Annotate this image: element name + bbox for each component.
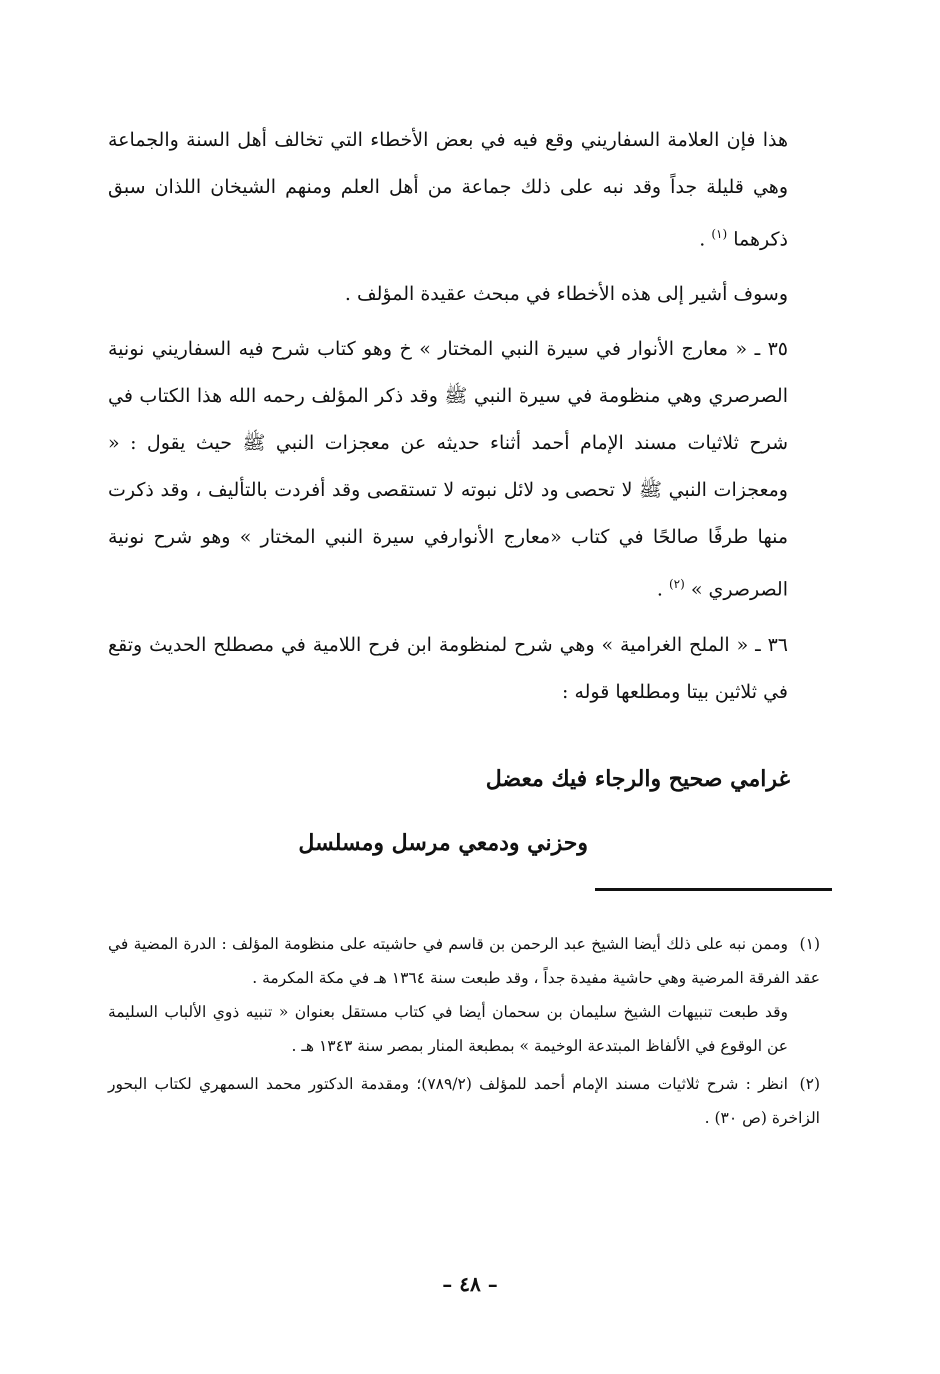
verse-second-hemistich: وحزني ودمعي مرسل ومسلسل xyxy=(298,830,588,856)
item-36 xyxy=(108,622,788,716)
item-35 xyxy=(108,326,788,613)
paragraph-intro-text: هذا فإن العلامة السفاريني وقع فيه في بعض الأخطاء التي تخالف أهل السنة والجماعة وهي قليلة جداً وقد نبه على ذلك جماعة من أهل العلم ومنهم الشيخان اللذان سبق ذكرهما xyxy=(108,129,788,251)
footnote-1 xyxy=(108,927,820,995)
item-35-text: « معارج الأنوار في سيرة النبي المختار » خ وهو كتاب شرح فيه السفاريني نونية الصرصري وهي منظومة في سيرة النبي ﷺ وقد ذكر المؤلف رحمه الله هذا الكتاب في شرح ثلاثيات مسند الإمام أحمد أثناء حديثه عن معجزات النبي ﷺ حيث يقول : « ومعجزات النبي ﷺ لا تحصى ود لائل نبوته لا تستقصى وقد أفردت بالتأليف ، وقد ذكرت منها طرفًا صالحًا في كتاب «معارج الأنوارفي سيرة النبي المختار » وهو شرح نونية الصرصري » xyxy=(108,338,788,601)
footnote-2-text: انظر : شرح ثلاثيات مسند الإمام أحمد للمؤلف (٧٨٩/٢)؛ ومقدمة الدكتور محمد السمهري لكتاب البحور الزاخرة (ص ٣٠) . xyxy=(108,1075,820,1127)
paragraph-intro xyxy=(108,117,788,263)
footnote-separator xyxy=(595,888,832,891)
footnote-1-continued: وقد طبعت تنبيهات الشيخ سليمان بن سحمان أيضا في كتاب مستقل بعنوان « تنبيه ذوي الألباب السليمة عن الوقوع في الألفاظ المبتدعة الوخيمة » بمطبعة المنار بمصر سنة ١٣٤٣ هـ . xyxy=(108,1003,788,1055)
verse-first-hemistich: غرامي صحيح والرجاء فيك معضل xyxy=(485,766,790,792)
paragraph-intro-end: . xyxy=(699,228,712,251)
paragraph-errors: وسوف أشير إلى هذه الأخطاء في مبحث عقيدة المؤلف . xyxy=(344,283,788,306)
footnotes xyxy=(108,927,820,1135)
page-number: – ٤٨ – xyxy=(442,1272,498,1296)
item-36-text: « الملح الغرامية » وهي شرح لمنظومة ابن فرح اللامية في مصطلح الحديث وتقع في ثلاثين بيتا ومطلعها قوله : xyxy=(108,633,788,703)
item-36-number: ٣٦ ـ xyxy=(755,633,789,656)
footnote-ref-1[interactable]: (١) xyxy=(711,227,728,241)
item-35-number: ٣٥ ـ xyxy=(754,338,789,361)
item-35-end: . xyxy=(656,578,669,601)
footnote-2-number: (٢) xyxy=(799,1075,820,1093)
footnote-2 xyxy=(108,1067,820,1135)
footnote-1-number: (١) xyxy=(799,935,820,953)
footnote-ref-2[interactable]: (٢) xyxy=(668,577,685,592)
footnote-1-text: وممن نبه على ذلك أيضا الشيخ عبد الرحمن بن قاسم في حاشيته على منظومة المؤلف : الدرة المضية في عقد الفرقة المرضية وهي حاشية مفيدة جداً ، وقد طبعت سنة ١٣٦٤ هـ في مكة المكرمة . xyxy=(108,935,820,987)
main-text xyxy=(108,117,788,716)
